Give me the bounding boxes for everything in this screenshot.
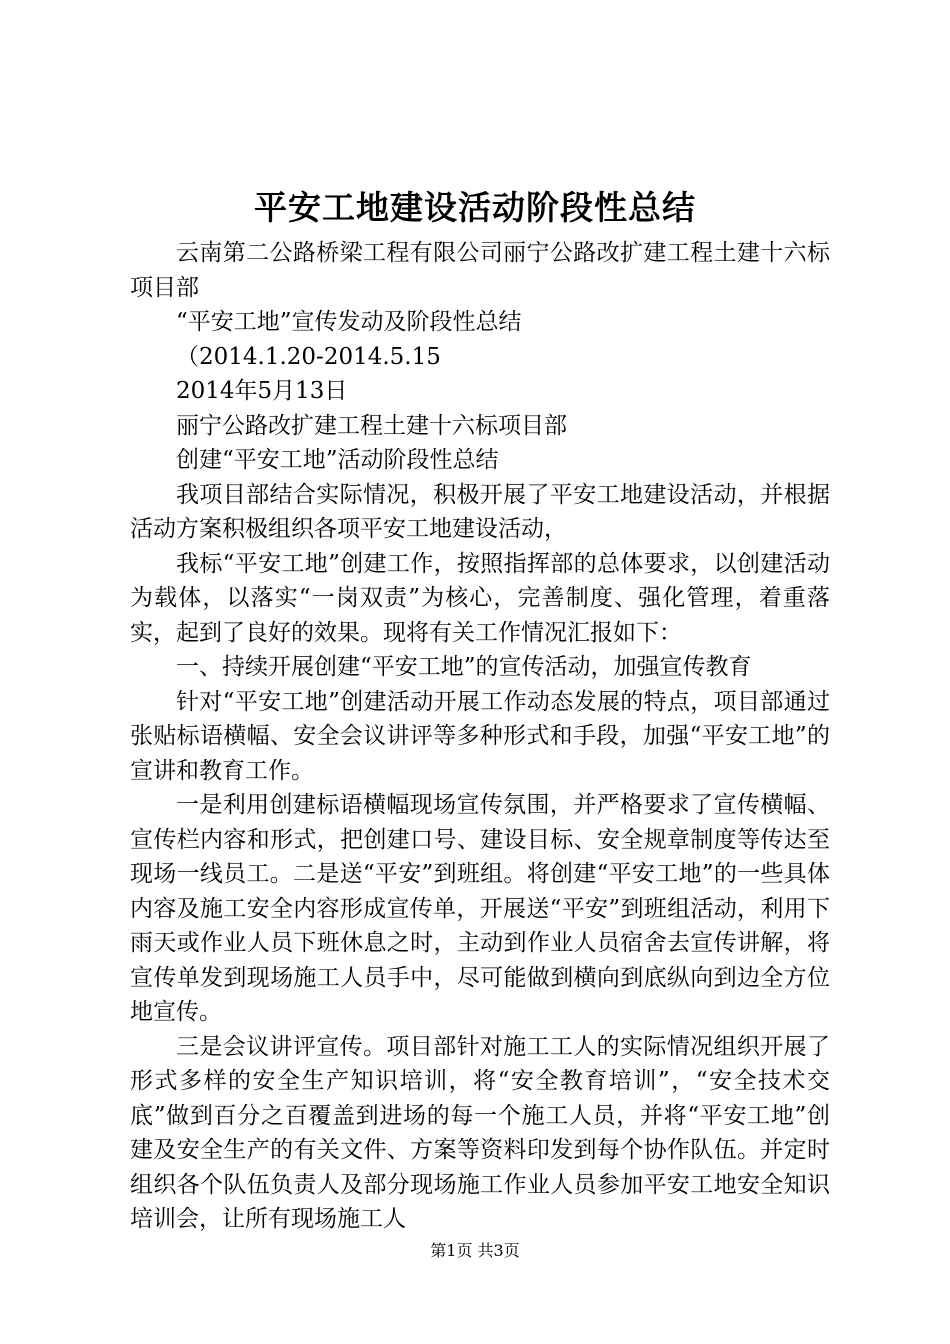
paragraph: 一是利用创建标语横幅现场宣传氛围，并严格要求了宣传横幅、宣传栏内容和形式，把创建口号、建设目标、安全规章制度等传达至现场一线员工。二是送“平安”到班组。将创建“平安工地”的一些具体内容及施工安全内容形成宣传单，开展送“平安”到班组活动，利用下雨天或作业人员下班休息之时，主动到作业人员宿舍去宣传讲解，将宣传单发到现场施工人员手中，尽可能做到横向到底纵向到边全方位地宣传。: [130, 792, 830, 1025]
paragraph: 云南第二公路桥梁工程有限公司丽宁公路改扩建工程土建十六标项目部: [130, 240, 830, 301]
paragraph: 三是会议讲评宣传。项目部针对施工工人的实际情况组织开展了形式多样的安全生产知识培训，将“安全教育培训”，“安全技术交底”做到百分之百覆盖到进场的每一个施工人员，并将“平安工地”创建及安全生产的有关文件、方案等资料印发到每个协作队伍。并定时组织各个队伍负责人及部分现场施工作业人员参加平安工地安全知识培训会，让所有现场施工人: [130, 1033, 830, 1232]
section-heading: 一、持续开展创建“平安工地”的宣传活动，加强宣传教育: [176, 654, 752, 680]
paragraph: 我项目部结合实际情况，积极开展了平安工地建设活动，并根据活动方案积极组织各项平安工地建设活动，: [130, 481, 830, 542]
paragraph: 我标“平安工地”创建工作，按照指挥部的总体要求，以创建活动为载体，以落实“一岗双责”为核心，完善制度、强化管理，着重落实，起到了良好的效果。现将有关工作情况汇报如下：: [130, 550, 830, 646]
document-title: 平安工地建设活动阶段性总结: [254, 188, 696, 227]
paragraph: 2014年5月13日: [176, 378, 348, 404]
paragraph: （2014.1.20-2014.5.15: [176, 343, 441, 370]
document-body: [130, 236, 830, 1237]
paragraph: 丽宁公路改扩建工程土建十六标项目部: [176, 412, 567, 439]
paragraph: 针对“平安工地”创建活动开展工作动态发展的特点，项目部通过张贴标语横幅、安全会议讲评等多种形式和手段，加强“平安工地”的宣讲和教育工作。: [130, 688, 830, 784]
paragraph: 创建“平安工地”活动阶段性总结: [176, 447, 499, 473]
paragraph: “平安工地”宣传发动及阶段性总结: [176, 309, 522, 335]
page-footer: 第1页 共3页: [430, 1241, 520, 1260]
